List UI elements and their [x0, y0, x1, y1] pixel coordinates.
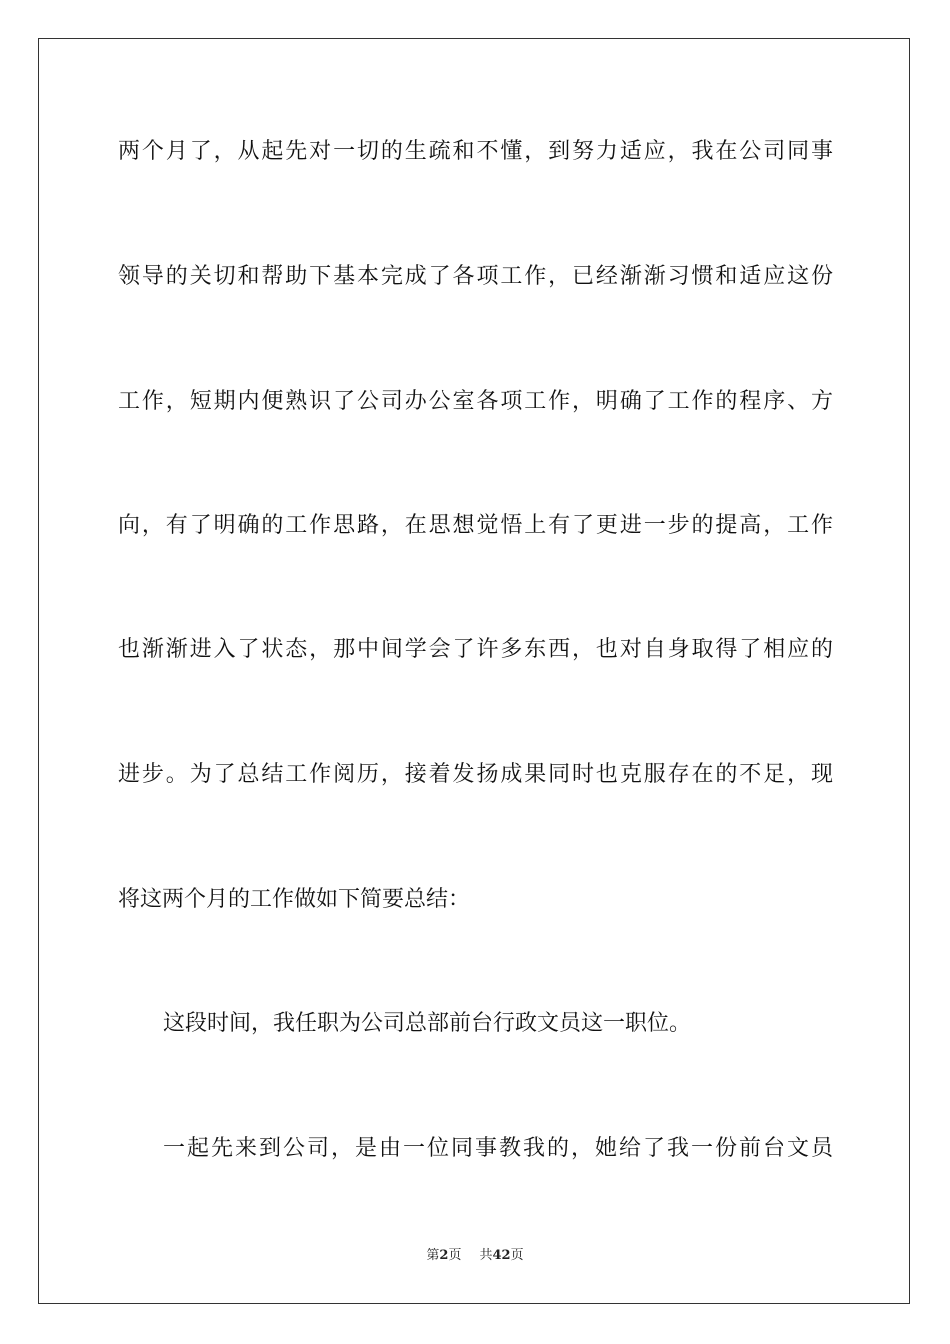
body-line-5: 也渐渐进入了状态，那中间学会了许多东西，也对自身取得了相应的 — [118, 637, 833, 662]
total-prefix: 共 — [479, 1248, 493, 1263]
paragraph-line-9: 一起先来到公司，是由一位同事教我的，她给了我一份前台文员 — [163, 1136, 833, 1161]
page-frame — [38, 38, 910, 1304]
body-line-2: 领导的关切和帮助下基本完成了各项工作，已经渐渐习惯和适应这份 — [118, 264, 833, 289]
total-suffix: 页 — [510, 1248, 524, 1263]
page-footer — [0, 1247, 950, 1265]
body-line-3: 工作，短期内便熟识了公司办公室各项工作，明确了工作的程序、方 — [118, 389, 833, 414]
page-number: 2 — [439, 1248, 449, 1263]
page-suffix: 页 — [448, 1248, 462, 1263]
page-prefix: 第 — [426, 1248, 440, 1263]
paragraph-line-8: 这段时间，我任职为公司总部前台行政文员这一职位。 — [163, 1011, 692, 1036]
body-line-6: 进步。为了总结工作阅历，接着发扬成果同时也克服存在的不足，现 — [118, 762, 833, 787]
total-pages: 42 — [492, 1248, 511, 1263]
body-line-4: 向，有了明确的工作思路，在思想觉悟上有了更进一步的提高，工作 — [118, 513, 833, 538]
body-line-7: 将这两个月的工作做如下简要总结： — [118, 887, 471, 912]
body-line-1: 两个月了，从起先对一切的生疏和不懂，到努力适应，我在公司同事 — [118, 139, 833, 164]
